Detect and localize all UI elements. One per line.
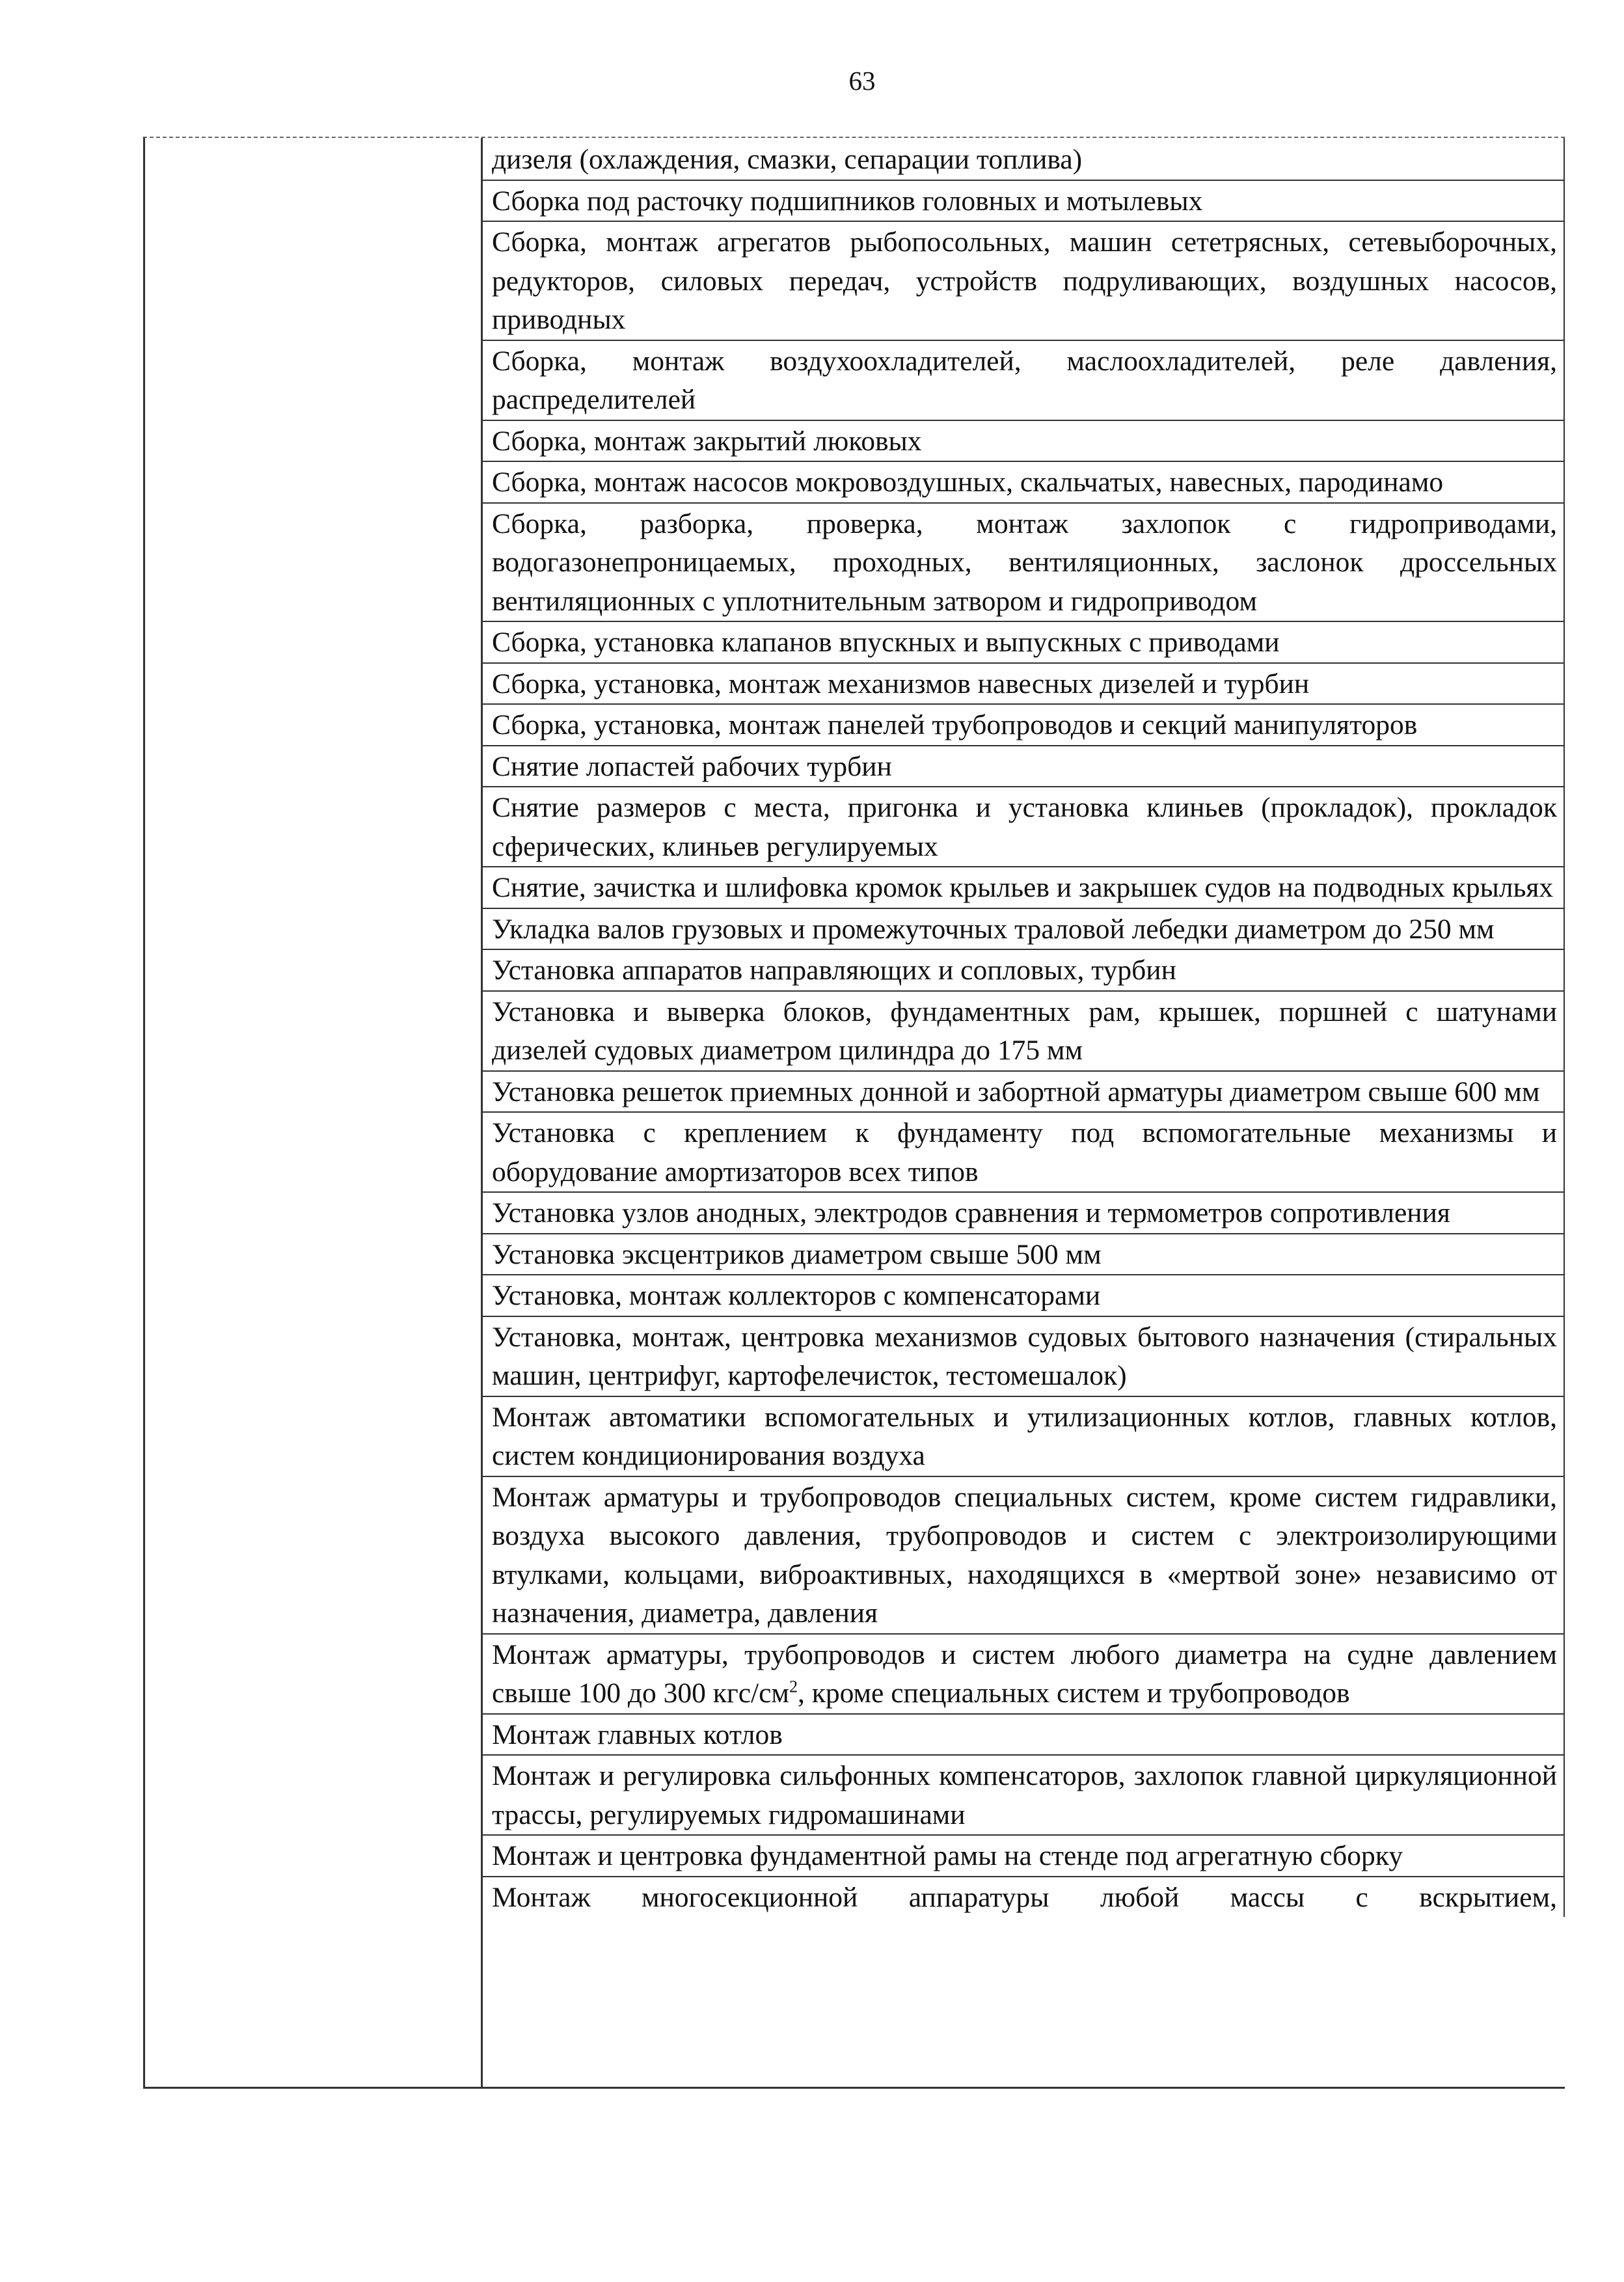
table-row: Снятие размеров с места, пригонка и установка клиньев (прокладок), прокладок сферических, клиньев регулируемых bbox=[483, 787, 1563, 867]
table-row: Монтаж главных котлов bbox=[483, 1715, 1563, 1756]
table-row: Сборка, монтаж насосов мокровоздушных, скальчатых, навесных, пародинамо bbox=[483, 462, 1563, 504]
table-row: Сборка, монтаж агрегатов рыбопосольных, машин сететрясных, сетевыборочных, редукторов, силовых передач, устройств подруливающих, воздушных насосов, приводных bbox=[483, 222, 1563, 341]
table-row: Сборка под расточку подшипников головных и мотылевых bbox=[483, 181, 1563, 223]
table-row: Установка и выверка блоков, фундаментных рам, крышек, поршней с шатунами дизелей судовых диаметром цилиндра до 175 мм bbox=[483, 992, 1563, 1072]
table-row: Снятие лопастей рабочих турбин bbox=[483, 746, 1563, 788]
table-row: Монтаж автоматики вспомогательных и утилизационных котлов, главных котлов, систем кондиционирования воздуха bbox=[483, 1397, 1563, 1477]
work-table bbox=[143, 137, 1565, 2089]
table-row: Установка узлов анодных, электродов сравнения и термометров сопротивления bbox=[483, 1193, 1563, 1234]
table-row: Сборка, разборка, проверка, монтаж захлопок с гидроприводами, водогазонепроницаемых, проходных, вентиляционных, заслонок дроссельных вентиляционных с уплотнительным затвором и гидроприводом bbox=[483, 504, 1563, 623]
table-row: Установка с креплением к фундаменту под вспомогательные механизмы и оборудование амортизаторов всех типов bbox=[483, 1113, 1563, 1193]
table-row: Сборка, монтаж воздухоохладителей, маслоохладителей, реле давления, распределителей bbox=[483, 341, 1563, 421]
row-text-before: Монтаж арматуры, трубопроводов и систем любого диаметра на судне давлением свыше 100 до 300 кгс/см bbox=[492, 1638, 1557, 1709]
row-text-after: , кроме специальных систем и трубопроводов bbox=[797, 1678, 1350, 1709]
table-row: Сборка, установка клапанов впускных и выпускных с приводами bbox=[483, 622, 1563, 664]
table-row: Укладка валов грузовых и промежуточных траловой лебедки диаметром до 250 мм bbox=[483, 909, 1563, 951]
table-row: Монтаж и центровка фундаментной рамы на стенде под агрегатную сборку bbox=[483, 1836, 1563, 1877]
table-row: Монтаж арматуры и трубопроводов специальных систем, кроме систем гидравлики, воздуха высокого давления, трубопроводов и систем с электроизолирующими втулками, кольцами, виброактивных, находящихся в «мертвой зоне» независимо от назначения, диаметра, давления bbox=[483, 1477, 1563, 1635]
table-row: Сборка, установка, монтаж панелей трубопроводов и секций манипуляторов bbox=[483, 705, 1563, 746]
table-row: дизеля (охлаждения, смазки, сепарации топлива) bbox=[483, 138, 1563, 181]
left-column-empty bbox=[145, 138, 483, 2087]
table-row: Установка, монтаж коллекторов с компенсаторами bbox=[483, 1275, 1563, 1317]
table-row: Установка аппаратов направляющих и сопловых, турбин bbox=[483, 950, 1563, 992]
table-row: Установка эксцентриков диаметром свыше 500 мм bbox=[483, 1234, 1563, 1276]
table-row: Монтаж и регулировка сильфонных компенсаторов, захлопок главной циркуляционной трассы, регулируемых гидромашинами bbox=[483, 1756, 1563, 1836]
table-row: Установка решеток приемных донной и забортной арматуры диаметром свыше 600 мм bbox=[483, 1072, 1563, 1113]
table-row: Сборка, установка, монтаж механизмов навесных дизелей и турбин bbox=[483, 664, 1563, 705]
table-row: Снятие, зачистка и шлифовка кромок крыльев и закрышек судов на подводных крыльях bbox=[483, 867, 1563, 909]
page-number: 63 bbox=[848, 66, 876, 96]
table-row bbox=[483, 1635, 1563, 1715]
superscript: 2 bbox=[789, 1677, 798, 1696]
table-row: Установка, монтаж, центровка механизмов судовых бытового назначения (стиральных машин, центрифуг, картофелечисток, тестомешалок) bbox=[483, 1317, 1563, 1397]
table-row: Монтаж многосекционной аппаратуры любой массы с вскрытием, bbox=[492, 1881, 1557, 1913]
table-row: Сборка, монтаж закрытий люковых bbox=[483, 421, 1563, 463]
work-list-column bbox=[483, 138, 1565, 1917]
